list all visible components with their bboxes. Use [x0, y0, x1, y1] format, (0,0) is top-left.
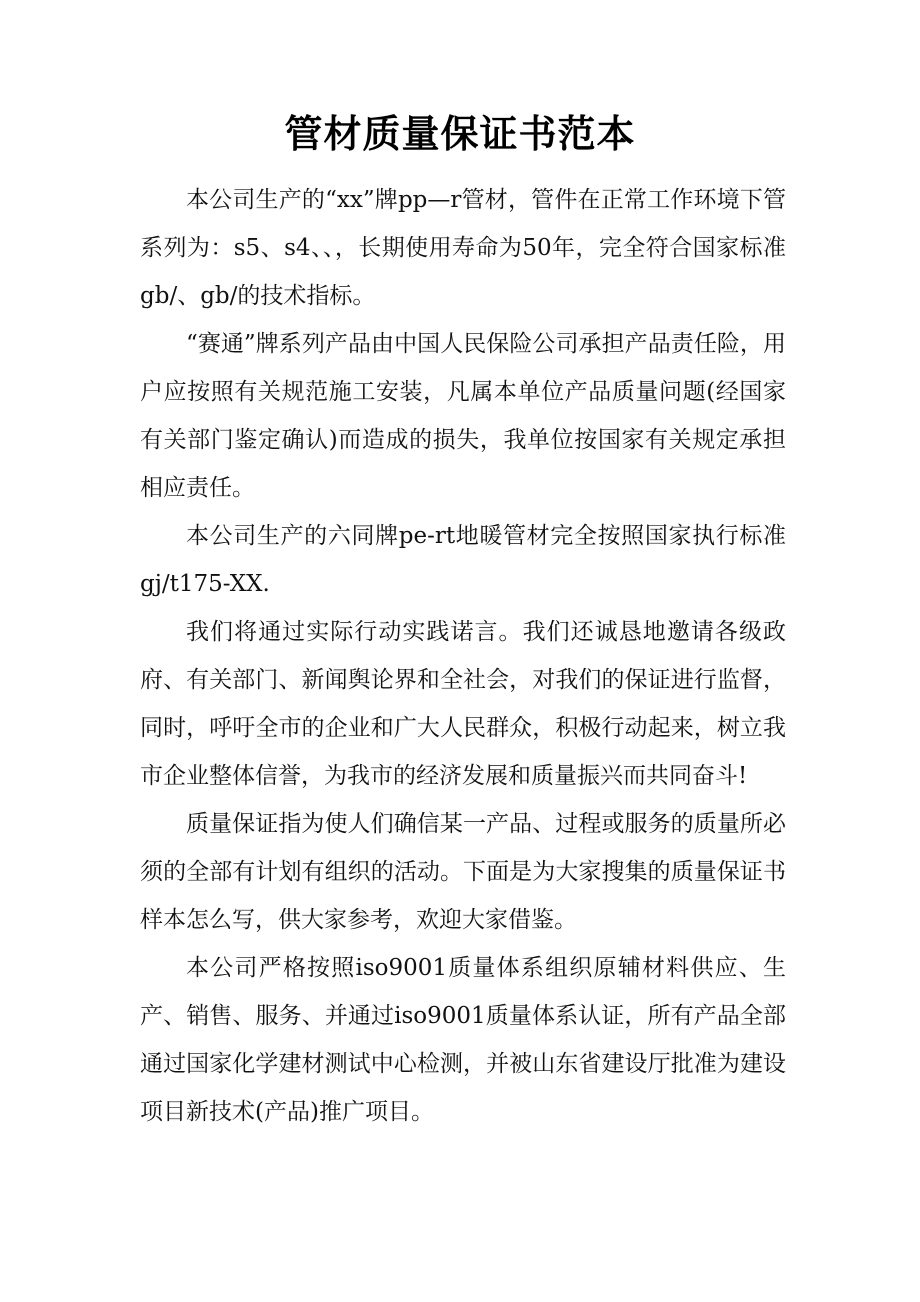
- paragraph: 我们将通过实际行动实践诺言。我们还诚恳地邀请各级政府、有关部门、新闻舆论界和全社会，对我们的保证进行监督，同时，呼吁全市的企业和广大人民群众，积极行动起来，树立我市企业整体信誉，为我市的经济发展和质量振兴而共同奋斗!: [140, 619, 786, 789]
- document-body: [140, 176, 786, 1136]
- paragraph: 本公司生产的六同牌pe-rt地暖管材完全按照国家执行标准gj/t175-XX.: [140, 523, 786, 597]
- paragraph: 质量保证指为使人们确信某一产品、过程或服务的质量所必须的全部有计划有组织的活动。下面是为大家搜集的质量保证书样本怎么写，供大家参考，欢迎大家借鉴。: [140, 811, 786, 933]
- paragraph: 本公司严格按照iso9001质量体系组织原辅材料供应、生产、销售、服务、并通过iso9001质量体系认证，所有产品全部通过国家化学建材测试中心检测，并被山东省建设厅批准为建设项目新技术(产品)推广项目。: [140, 955, 786, 1125]
- paragraph: “赛通”牌系列产品由中国人民保险公司承担产品责任险，用户应按照有关规范施工安装，凡属本单位产品质量问题(经国家有关部门鉴定确认)而造成的损失，我单位按国家有关规定承担相应责任。: [140, 331, 786, 501]
- paragraph: 本公司生产的“xx”牌pp—r管材，管件在正常工作环境下管系列为：s5、s4、、，长期使用寿命为50年，完全符合国家标准gb/、gb/的技术指标。: [140, 187, 786, 309]
- document-title: 管材质量保证书范本: [284, 111, 636, 156]
